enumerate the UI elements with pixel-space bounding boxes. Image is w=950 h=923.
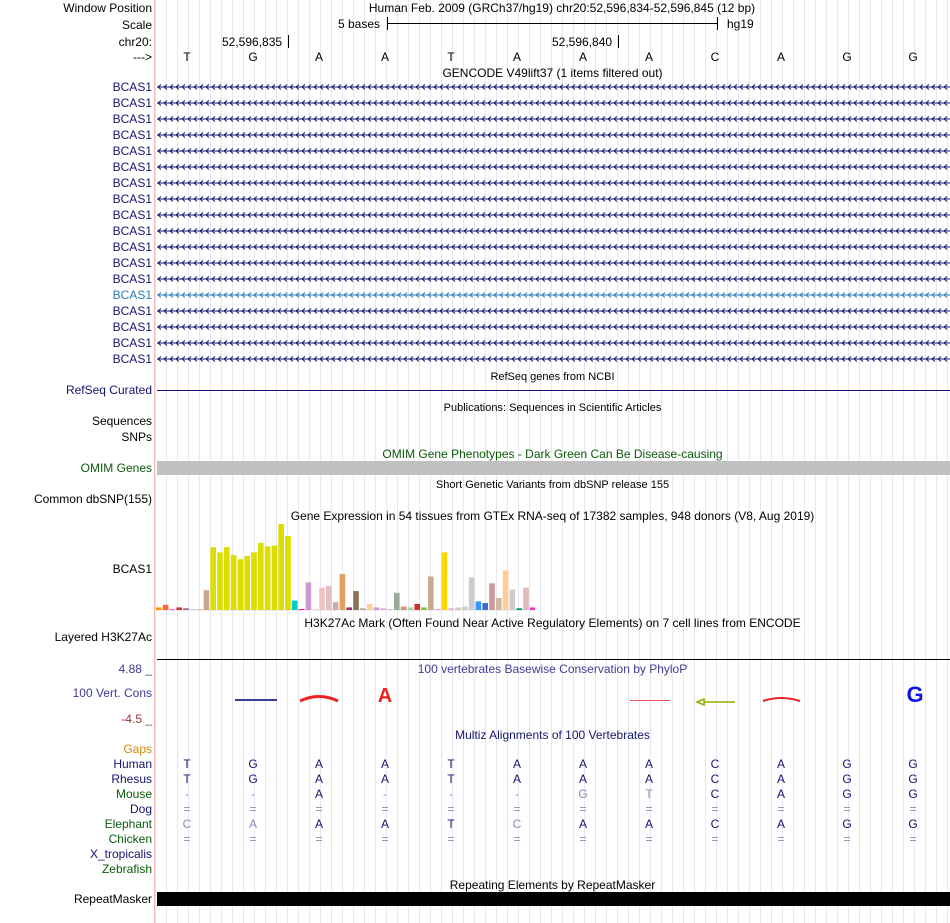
gtex-tissue-bar — [312, 609, 318, 610]
gtex-tissue-bar — [435, 609, 441, 610]
multiz-base: G — [842, 772, 852, 786]
multiz-track-title[interactable]: Multiz Alignments of 100 Vertebrates — [455, 728, 650, 742]
gtex-tissue-bar — [387, 609, 393, 610]
multiz-base: A — [380, 772, 389, 786]
multiz-base: A — [776, 817, 785, 831]
gtex-tissue-bar — [442, 552, 448, 610]
gtex-track-title[interactable]: Gene Expression in 54 tissues from GTEx RNA-seq of 17382 samples, 948 donors (V8, Aug 2019) — [290, 509, 815, 523]
refseq-track-label[interactable]: RefSeq Curated — [65, 383, 152, 397]
multiz-species-label[interactable]: Chicken — [108, 832, 152, 846]
gtex-tissue-bar — [482, 603, 488, 610]
gencode-item-label[interactable]: BCAS1 — [112, 336, 152, 350]
gtex-tissue-bar — [401, 607, 407, 610]
sequence-base: C — [710, 50, 720, 64]
omim-gene-bar[interactable] — [157, 461, 950, 475]
multiz-base: = — [843, 832, 851, 846]
gtex-tissue-bar — [394, 593, 400, 610]
gtex-tissue-bar — [476, 601, 482, 610]
sequence-base: G — [842, 50, 852, 64]
h3k27ac-baseline — [157, 659, 950, 660]
gtex-tissue-bar — [380, 608, 386, 610]
multiz-base: = — [777, 802, 785, 816]
sequence-base: G — [908, 50, 918, 64]
multiz-base: C — [710, 757, 720, 771]
multiz-base: A — [314, 787, 323, 801]
multiz-base: = — [711, 832, 719, 846]
multiz-base: T — [645, 787, 653, 801]
multiz-base: A — [578, 772, 587, 786]
phylop-mark-1 — [235, 699, 277, 701]
gtex-tissue-bar — [183, 608, 189, 610]
phylop-track-title[interactable]: 100 vertebrates Basewise Conservation by PhyloP — [417, 662, 688, 676]
gencode-transcript-line[interactable] — [155, 243, 950, 251]
multiz-base: A — [644, 772, 653, 786]
gtex-tissue-bar — [523, 588, 529, 610]
gencode-item-label[interactable]: BCAS1 — [112, 192, 152, 206]
gtex-tissue-bar — [340, 574, 346, 610]
gencode-item-label[interactable]: BCAS1 — [112, 320, 152, 334]
multiz-base: - — [383, 787, 387, 801]
multiz-base: = — [579, 832, 587, 846]
sequence-base: T — [183, 50, 191, 64]
gtex-tissue-bar — [462, 607, 468, 610]
multiz-base: - — [251, 787, 255, 801]
gtex-tissue-bar — [272, 546, 278, 611]
multiz-gaps-label: Gaps — [123, 742, 152, 756]
gencode-item-label[interactable]: BCAS1 — [112, 176, 152, 190]
gencode-item-label[interactable]: BCAS1 — [112, 112, 152, 126]
gencode-transcript-line[interactable] — [155, 339, 950, 347]
multiz-base: A — [380, 817, 389, 831]
multiz-base: = — [711, 802, 719, 816]
position-tick-label-2: 52,596,840 — [552, 35, 613, 49]
gtex-tissue-bar — [360, 608, 366, 610]
gtex-tissue-bar — [374, 607, 380, 610]
phylop-mark-4 — [630, 700, 670, 701]
gtex-tissue-bar — [346, 607, 352, 610]
multiz-base: G — [908, 757, 918, 771]
gencode-transcript-line[interactable] — [155, 307, 950, 315]
multiz-base: = — [315, 802, 323, 816]
chrom-label: chr20: — [118, 35, 152, 49]
gtex-tissue-bar — [156, 607, 162, 610]
position-tick-1 — [288, 35, 289, 48]
gencode-transcript-line[interactable] — [155, 131, 950, 139]
multiz-base: A — [644, 817, 653, 831]
gencode-transcript-line[interactable] — [155, 355, 950, 363]
multiz-base: C — [710, 772, 720, 786]
refseq-gene-line[interactable] — [157, 390, 950, 391]
multiz-base: A — [248, 817, 257, 831]
multiz-base: = — [909, 832, 917, 846]
multiz-base: T — [447, 772, 455, 786]
gtex-tissue-bar — [170, 609, 176, 610]
gtex-tissue-bar — [496, 598, 502, 610]
multiz-base: = — [777, 832, 785, 846]
gtex-tissue-bar — [176, 607, 182, 610]
gtex-tissue-bar — [455, 607, 461, 610]
multiz-species-label[interactable]: Mouse — [115, 787, 152, 801]
omim-track-label[interactable]: OMIM Genes — [80, 461, 152, 475]
gencode-item-label[interactable]: BCAS1 — [112, 304, 152, 318]
gencode-transcript-line[interactable] — [155, 83, 950, 91]
multiz-base: G — [248, 772, 258, 786]
gtex-tissue-bar — [421, 607, 427, 610]
multiz-base: = — [249, 832, 257, 846]
gtex-tissue-bar — [353, 591, 359, 610]
gencode-transcript-line[interactable] — [155, 195, 950, 203]
multiz-base: A — [314, 757, 323, 771]
gtex-tissue-bar — [469, 577, 475, 610]
multiz-base: G — [908, 772, 918, 786]
multiz-base: = — [909, 802, 917, 816]
gtex-tissue-bar — [292, 601, 298, 610]
multiz-base: C — [512, 817, 522, 831]
gencode-transcript-line[interactable] — [155, 259, 950, 267]
multiz-base: = — [249, 802, 257, 816]
position-tick-label-1: 52,596,835 — [222, 35, 283, 49]
phylop-mark-6 — [763, 698, 800, 701]
phylop-track-label[interactable]: 100 Vert. Cons — [72, 686, 152, 700]
gtex-tissue-bar — [231, 555, 237, 610]
multiz-base: = — [843, 802, 851, 816]
position-tick-2 — [618, 35, 619, 48]
omim-track-title[interactable]: OMIM Gene Phenotypes - Dark Green Can Be Disease-causing — [382, 447, 723, 461]
multiz-base: = — [513, 832, 521, 846]
phylop-mark-3: A — [377, 685, 393, 707]
sequence-base: T — [447, 50, 455, 64]
multiz-base: A — [512, 772, 521, 786]
gencode-item-label[interactable]: BCAS1 — [112, 288, 152, 302]
publications-track-title[interactable]: Publications: Sequences in Scientific Articles — [443, 402, 662, 414]
gencode-item-label[interactable]: BCAS1 — [112, 160, 152, 174]
gencode-transcript-line[interactable] — [155, 323, 950, 331]
gtex-tissue-bar — [510, 589, 516, 610]
multiz-base: G — [578, 787, 588, 801]
gtex-tissue-bar — [210, 547, 216, 610]
gtex-track-label[interactable]: BCAS1 — [112, 562, 152, 576]
multiz-base: G — [842, 787, 852, 801]
multiz-base: A — [644, 757, 653, 771]
multiz-base: A — [314, 772, 323, 786]
multiz-base: - — [449, 787, 453, 801]
phylop-max-label: 4.88 _ — [118, 662, 152, 676]
multiz-base: A — [380, 757, 389, 771]
sequence-base: G — [248, 50, 258, 64]
h3k27ac-track-label[interactable]: Layered H3K27Ac — [54, 630, 152, 644]
multiz-base: C — [182, 817, 192, 831]
phylop-min-label: -4.5 _ — [121, 712, 152, 726]
multiz-base: = — [645, 802, 653, 816]
multiz-base: T — [183, 772, 191, 786]
multiz-base: = — [579, 802, 587, 816]
multiz-base: A — [776, 772, 785, 786]
multiz-base: T — [447, 817, 455, 831]
gtex-tissue-bar — [238, 559, 244, 610]
publications-track-label[interactable]: Sequences — [91, 414, 152, 428]
gencode-item-label[interactable]: BCAS1 — [112, 256, 152, 270]
scale-label: Scale — [121, 18, 152, 32]
gtex-tissue-bar — [244, 556, 250, 610]
gencode-track-title[interactable]: GENCODE V49lift37 (1 items filtered out) — [442, 66, 663, 80]
gtex-tissue-bar — [224, 547, 230, 610]
gtex-tissue-bar — [503, 570, 509, 610]
gtex-tissue-bar — [163, 605, 169, 610]
multiz-base: = — [183, 832, 191, 846]
multiz-base: = — [183, 802, 191, 816]
gtex-tissue-bar — [333, 602, 339, 610]
gtex-tissue-bar — [367, 604, 373, 610]
gencode-transcript-line[interactable] — [155, 115, 950, 123]
window-position-label: Window Position — [63, 1, 152, 15]
gtex-tissue-bar — [530, 607, 535, 610]
gtex-tissue-bar — [319, 588, 325, 610]
repeatmasker-track-label[interactable]: RepeatMasker — [73, 892, 152, 906]
repeatmasker-element-bar[interactable] — [157, 892, 950, 906]
snps-track-label[interactable]: SNPs — [121, 430, 152, 444]
gencode-transcript-line[interactable] — [155, 291, 950, 299]
gtex-tissue-bar — [204, 590, 210, 610]
phylop-mark-7: G — [906, 682, 924, 707]
gtex-tissue-bar — [197, 609, 203, 610]
multiz-base: G — [842, 817, 852, 831]
gtex-tissue-bar — [190, 609, 196, 610]
gencode-item-label[interactable]: BCAS1 — [112, 80, 152, 94]
sequence-base: A — [314, 50, 323, 64]
gencode-transcript-line[interactable] — [155, 147, 950, 155]
gtex-tissue-bar — [251, 552, 257, 610]
dbsnp-track-label[interactable]: Common dbSNP(155) — [33, 492, 152, 506]
multiz-base: - — [185, 787, 189, 801]
multiz-base: = — [645, 832, 653, 846]
multiz-base: = — [447, 832, 455, 846]
multiz-base: = — [513, 802, 521, 816]
gtex-tissue-bar — [489, 583, 495, 610]
multiz-base: A — [512, 757, 521, 771]
gencode-transcript-line[interactable] — [155, 211, 950, 219]
gencode-transcript-line[interactable] — [155, 275, 950, 283]
multiz-base: T — [447, 757, 455, 771]
gencode-item-label[interactable]: BCAS1 — [112, 144, 152, 158]
multiz-base: A — [578, 757, 587, 771]
multiz-base: A — [314, 817, 323, 831]
scale-bar-left-tick — [387, 17, 388, 30]
gtex-tissue-bar — [217, 552, 223, 610]
multiz-base: = — [381, 802, 389, 816]
multiz-base: = — [315, 832, 323, 846]
sequence-base: A — [380, 50, 389, 64]
gtex-tissue-bar — [414, 604, 420, 610]
multiz-base: A — [578, 817, 587, 831]
gencode-transcript-line[interactable] — [155, 179, 950, 187]
multiz-base: A — [776, 757, 785, 771]
phylop-mark-2 — [300, 697, 338, 702]
sequence-base: A — [644, 50, 653, 64]
gtex-tissue-bar — [278, 524, 284, 610]
strand-label: ---> — [133, 50, 152, 64]
gencode-transcript-line[interactable] — [155, 99, 950, 107]
multiz-species-label[interactable]: Elephant — [104, 817, 152, 831]
scale-bar — [387, 23, 717, 24]
multiz-base: G — [842, 757, 852, 771]
gtex-tissue-bar — [265, 546, 271, 610]
gtex-tissue-bar — [326, 586, 332, 610]
multiz-species-label[interactable]: X_tropicalis — [89, 847, 152, 861]
multiz-base: G — [908, 817, 918, 831]
gtex-tissue-bar — [448, 608, 454, 610]
gtex-expression-chart[interactable] — [155, 522, 535, 612]
gencode-item-label[interactable]: BCAS1 — [112, 240, 152, 254]
gtex-tissue-bar — [285, 536, 291, 610]
phylop-conservation-plot[interactable] — [155, 680, 950, 710]
scale-assembly: hg19 — [727, 17, 754, 31]
multiz-species-label[interactable]: Rhesus — [111, 772, 152, 786]
multiz-base: C — [710, 817, 720, 831]
multiz-base: T — [183, 757, 191, 771]
repeatmasker-track-title[interactable]: Repeating Elements by RepeatMasker — [449, 878, 656, 892]
multiz-species-label[interactable]: Dog — [129, 802, 152, 816]
phylop-mark-5 — [697, 699, 735, 705]
multiz-base: - — [515, 787, 519, 801]
h3k27ac-track-title[interactable]: H3K27Ac Mark (Often Found Near Active Regulatory Elements) on 7 cell lines from ENCODE — [304, 616, 801, 630]
gencode-item-label[interactable]: BCAS1 — [112, 224, 152, 238]
sequence-base: A — [512, 50, 521, 64]
gencode-transcript-line[interactable] — [155, 163, 950, 171]
gencode-item-label[interactable]: BCAS1 — [112, 96, 152, 110]
multiz-base: = — [447, 802, 455, 816]
sequence-base: A — [578, 50, 587, 64]
multiz-base: G — [908, 787, 918, 801]
multiz-base: G — [248, 757, 258, 771]
gtex-tissue-bar — [258, 543, 264, 610]
gtex-tissue-bar — [306, 582, 312, 610]
gtex-tissue-bar — [428, 576, 434, 610]
gencode-transcript-line[interactable] — [155, 227, 950, 235]
multiz-base: A — [776, 787, 785, 801]
sequence-base: A — [776, 50, 785, 64]
gencode-item-label[interactable]: BCAS1 — [112, 352, 152, 366]
multiz-species-label[interactable]: Zebrafish — [101, 862, 152, 876]
gtex-tissue-bar — [299, 609, 305, 610]
multiz-base: C — [710, 787, 720, 801]
scale-text: 5 bases — [338, 17, 381, 31]
multiz-species-label[interactable]: Human — [113, 757, 152, 771]
gtex-tissue-bar — [408, 607, 414, 610]
multiz-base: = — [381, 832, 389, 846]
dbsnp-track-title[interactable]: Short Genetic Variants from dbSNP release 155 — [435, 479, 670, 491]
gencode-item-label[interactable]: BCAS1 — [112, 272, 152, 286]
window-position-value[interactable]: Human Feb. 2009 (GRCh37/hg19) chr20:52,596,834-52,596,845 (12 bp) — [368, 1, 756, 15]
scale-bar-right-tick — [717, 17, 718, 30]
gencode-item-label[interactable]: BCAS1 — [112, 208, 152, 222]
refseq-track-title[interactable]: RefSeq genes from NCBI — [490, 371, 615, 383]
gtex-tissue-bar — [516, 608, 522, 610]
gencode-item-label[interactable]: BCAS1 — [112, 128, 152, 142]
